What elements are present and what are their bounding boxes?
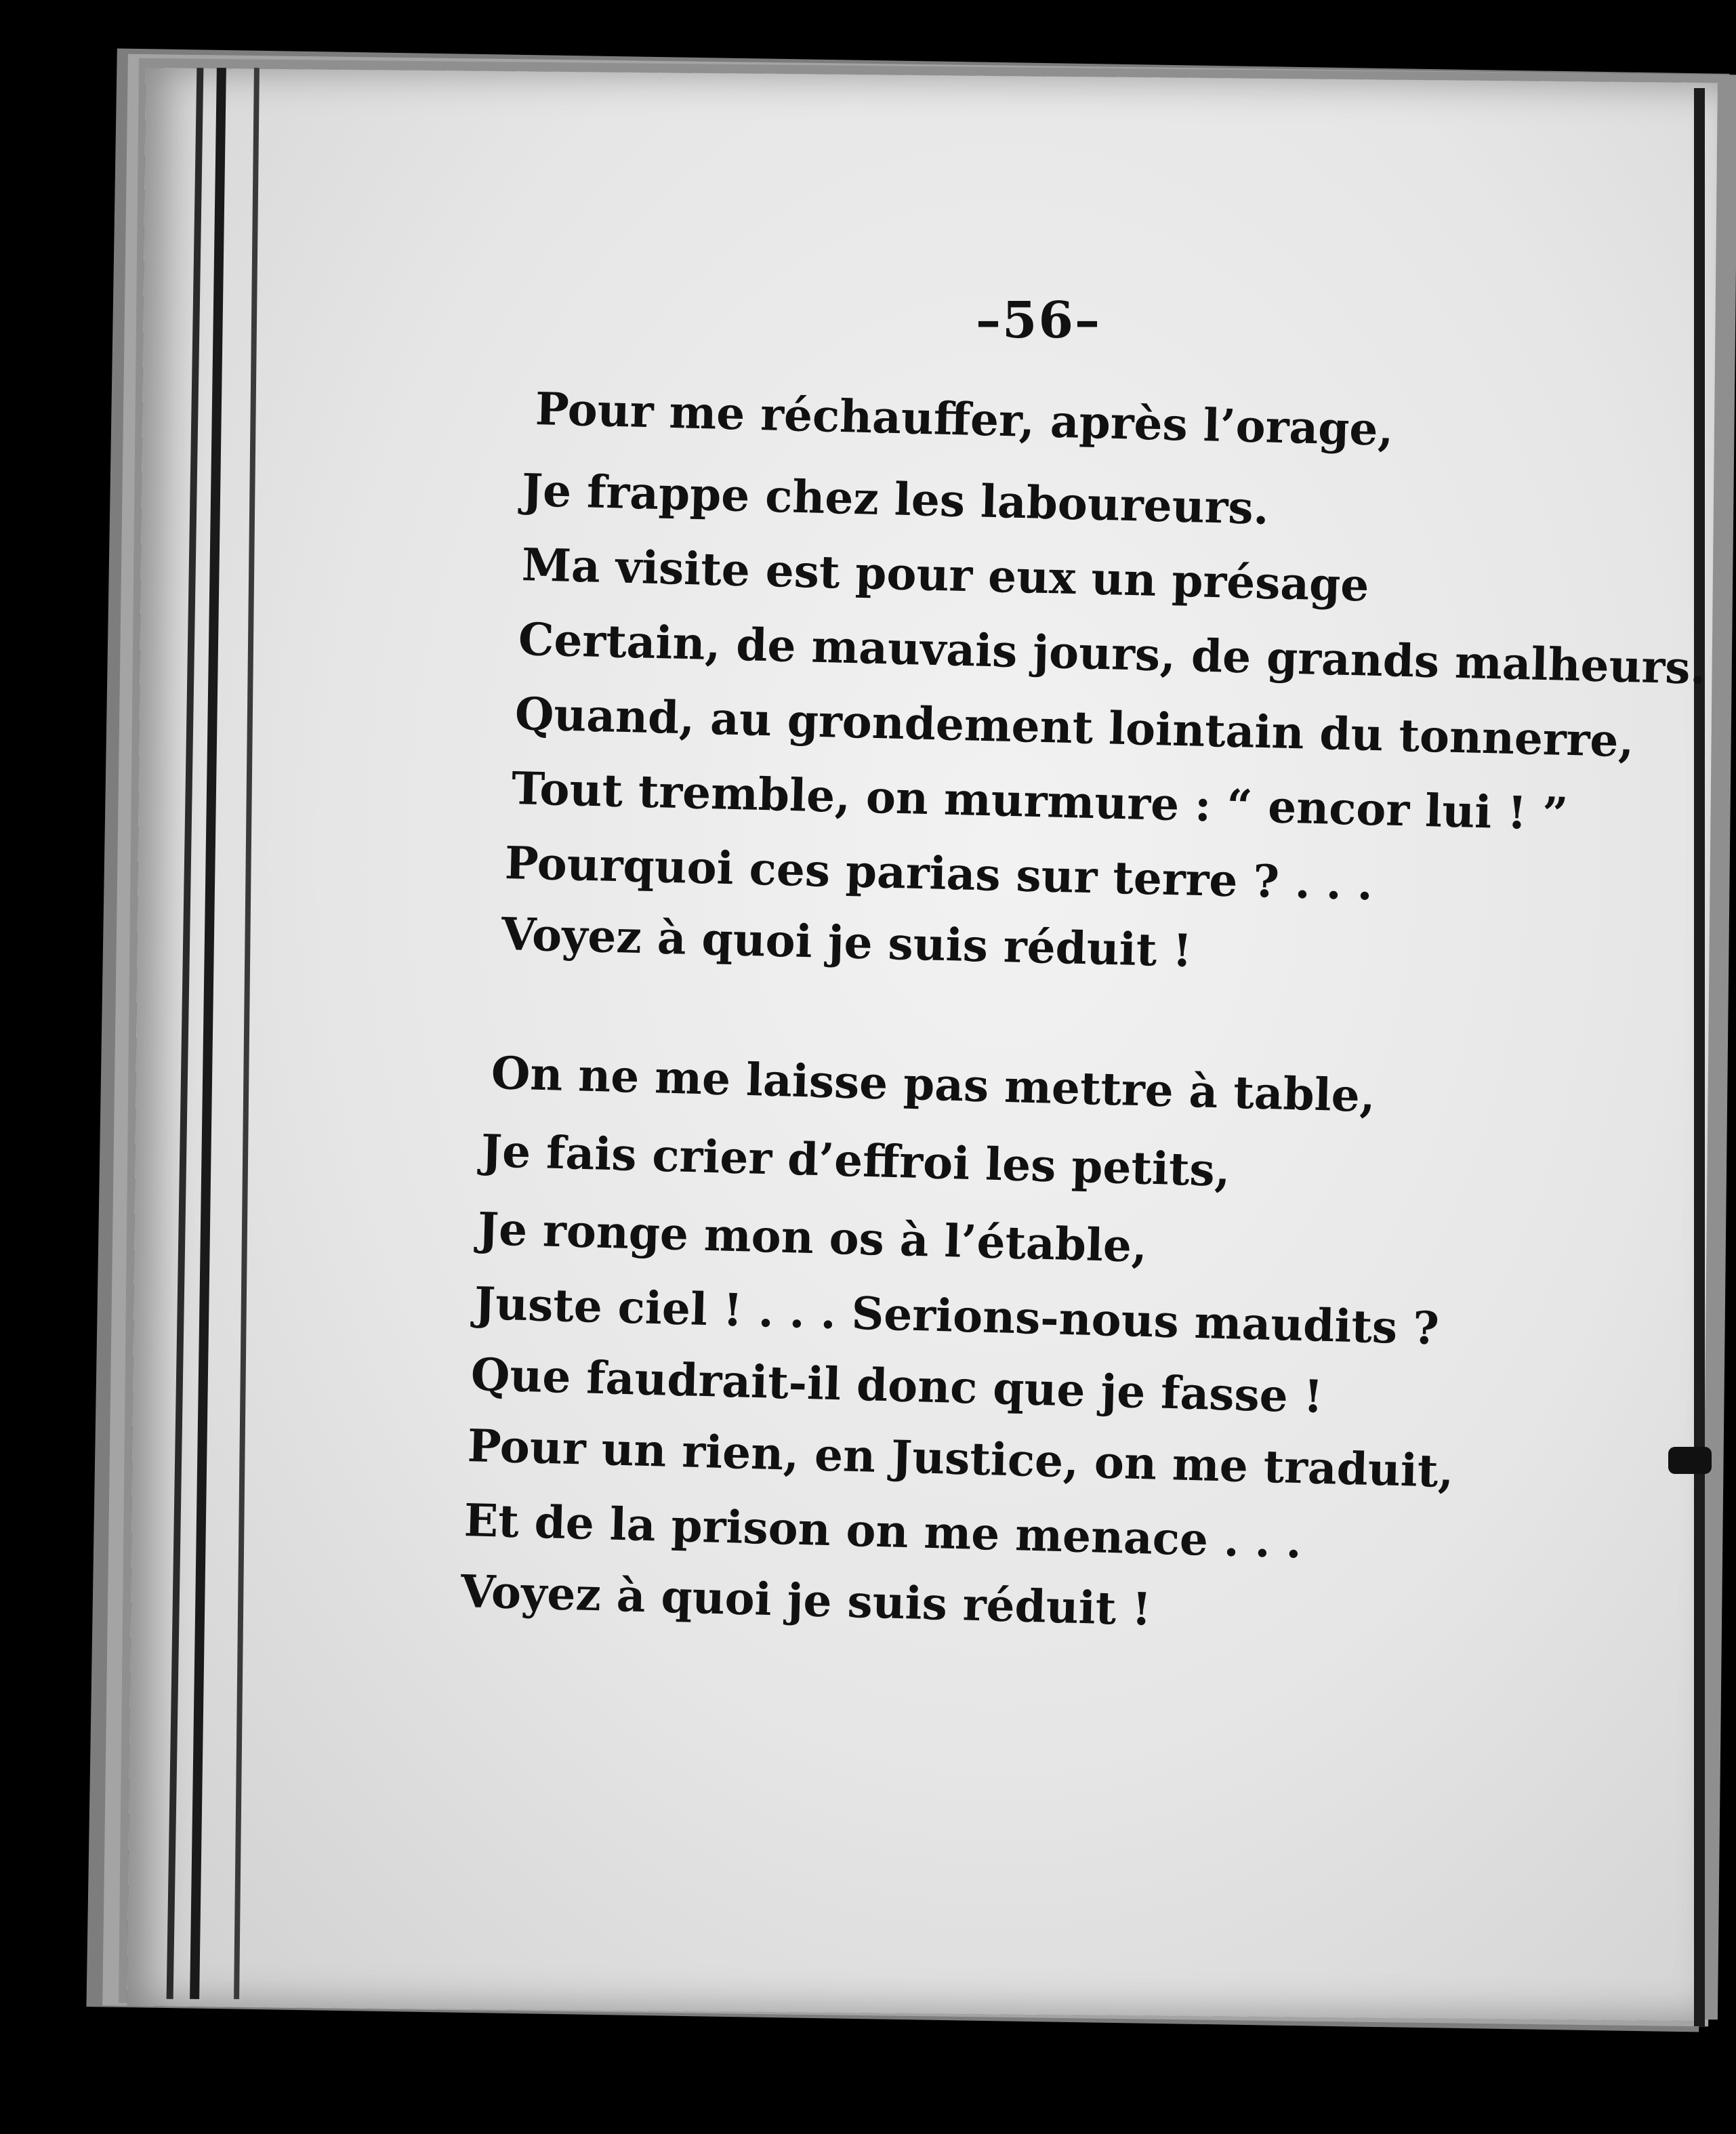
- verse-line: Pour un rien, en Justice, on me traduit,: [466, 1419, 1455, 1498]
- verse-line: Voyez à quoi je suis réduit !: [459, 1565, 1153, 1636]
- verse-line: Ma visite est pour eux un présage: [521, 538, 1370, 612]
- verse-line: Pour me réchauffer, après l’orage,: [535, 382, 1394, 456]
- verse-line: Je ronge mon os à l’étable,: [476, 1202, 1148, 1273]
- verse-line: Je fais crier d’effroi les petits,: [480, 1124, 1231, 1197]
- verse-line: Pourquoi ces parias sur terre ? . . .: [504, 836, 1373, 911]
- verse-line: Et de la prison on me menace . . .: [463, 1494, 1302, 1569]
- verse-line: Juste ciel ! . . . Serions-nous maudits ?: [473, 1277, 1440, 1355]
- verse-line: Quand, au grondement lointain du tonnerre,: [514, 687, 1635, 768]
- verse-line: Je frappe chez les laboureurs.: [521, 464, 1270, 535]
- verse-line: On ne me laisse pas mettre à table,: [490, 1046, 1376, 1123]
- verse-line: Que faudrait-il donc que je fasse !: [470, 1348, 1324, 1423]
- verse-line: Certain, de mauvais jours, de grands malheurs.: [518, 613, 1707, 695]
- verse-line: Tout tremble, on murmure : “ encor lui ! ”: [511, 762, 1569, 841]
- verse-line: Voyez à quoi je suis réduit !: [501, 907, 1193, 977]
- page-number: –56–: [976, 291, 1101, 350]
